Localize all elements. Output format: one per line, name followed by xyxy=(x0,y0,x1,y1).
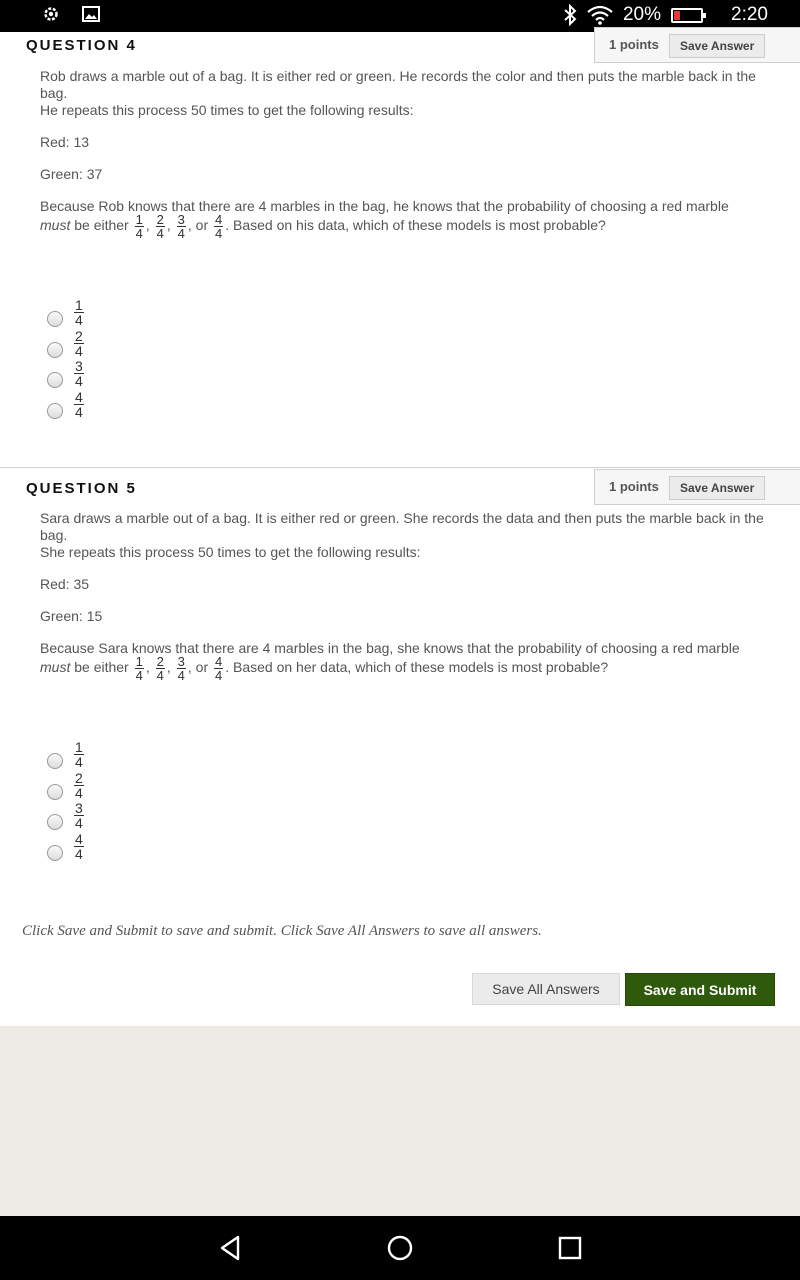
question-5-red-count: Red: 35 xyxy=(40,576,90,592)
radio-button[interactable] xyxy=(47,814,63,830)
recents-icon[interactable] xyxy=(555,1233,585,1263)
option-fraction: $\frac{3}{4}$ xyxy=(75,358,83,389)
question-4-red-count: Red: 13 xyxy=(40,134,90,150)
question-4-option-1[interactable] xyxy=(47,297,83,335)
question-4-text-2: He repeats this process 50 times to get the following results: xyxy=(40,102,414,118)
navigation-bar xyxy=(0,1216,800,1280)
settings-icon xyxy=(42,5,60,23)
question-4-prompt-1: Because Rob knows that there are 4 marbles in the bag, he knows that the probability of choosing a red marble xyxy=(40,198,729,214)
question-4-title: QUESTION 4 xyxy=(26,37,137,54)
radio-button[interactable] xyxy=(47,784,63,800)
fraction: $\frac{4}{4}$ xyxy=(215,654,223,683)
question-5-option-3[interactable] xyxy=(47,800,83,838)
radio-button[interactable] xyxy=(47,342,63,358)
fraction: $\frac{1}{4}$ xyxy=(135,212,143,241)
home-icon[interactable] xyxy=(385,1233,415,1263)
radio-button[interactable] xyxy=(47,403,63,419)
question-4-text-1: Rob draws a marble out of a bag. It is either red or green. He records the color and then puts the marble back in the bag. xyxy=(40,68,756,101)
question-4-option-4[interactable] xyxy=(47,388,83,427)
fraction: $\frac{3}{4}$ xyxy=(177,212,185,241)
save-all-answers-button[interactable]: Save All Answers xyxy=(472,973,620,1005)
submit-instructions: Click Save and Submit to save and submit. Click Save All Answers to save all answers. xyxy=(22,923,542,939)
question-4-option-3[interactable] xyxy=(47,358,83,396)
radio-button[interactable] xyxy=(47,311,63,327)
option-fraction: $\frac{4}{4}$ xyxy=(75,830,83,862)
question-4-points: 1 points xyxy=(609,37,659,52)
fraction: $\frac{2}{4}$ xyxy=(156,654,164,683)
radio-button[interactable] xyxy=(47,372,63,388)
question-5-green-count: Green: 15 xyxy=(40,608,103,624)
battery-percent: 20% xyxy=(622,4,662,25)
fraction: $\frac{2}{4}$ xyxy=(156,212,164,241)
battery-icon xyxy=(671,8,703,23)
question-5-text-1: Sara draws a marble out of a bag. It is either red or green. She records the data and then puts the marble back in the bag. xyxy=(40,510,764,543)
option-fraction: $\frac{1}{4}$ xyxy=(75,739,83,770)
question-5-prompt-2: must be either $\frac{1}{4}$ , $\frac{2}{4}$ , $\frac{3}{4}$ , or $\frac{4}{4}$ . Based on her data, which of these models is most probable? xyxy=(40,654,609,683)
fraction: $\frac{1}{4}$ xyxy=(135,654,143,683)
wifi-icon xyxy=(587,5,613,25)
question-5-option-2[interactable] xyxy=(47,769,83,808)
question-4-prompt-2: must be either $\frac{1}{4}$ , $\frac{2}{4}$ , $\frac{3}{4}$ , or $\frac{4}{4}$ . Based on his data, which of these models is most probable? xyxy=(40,212,606,241)
radio-button[interactable] xyxy=(47,753,63,769)
back-icon[interactable] xyxy=(216,1233,246,1263)
question-5-option-4[interactable] xyxy=(47,830,83,869)
option-fraction: $\frac{2}{4}$ xyxy=(75,327,83,359)
page-footer-area xyxy=(0,1026,800,1216)
question-4-green-count: Green: 37 xyxy=(40,166,103,182)
option-fraction: $\frac{1}{4}$ xyxy=(75,297,83,328)
question-5-prompt-1: Because Sara knows that there are 4 marbles in the bag, she knows that the probability of choosing a red marble xyxy=(40,640,740,656)
question-5-title: QUESTION 5 xyxy=(26,480,137,497)
question-4-option-2[interactable] xyxy=(47,327,83,366)
image-icon xyxy=(82,6,100,22)
fraction: $\frac{4}{4}$ xyxy=(215,212,223,241)
question-4-options xyxy=(47,297,83,426)
question-5-save-answer-button[interactable]: Save Answer xyxy=(669,476,765,500)
save-and-submit-button[interactable]: Save and Submit xyxy=(625,973,775,1006)
question-5-option-1[interactable] xyxy=(47,739,83,777)
question-4-points-box xyxy=(594,27,800,63)
question-5-points: 1 points xyxy=(609,479,659,494)
clock: 2:20 xyxy=(731,4,768,25)
option-fraction: $\frac{2}{4}$ xyxy=(75,769,83,801)
option-fraction: $\frac{3}{4}$ xyxy=(75,800,83,831)
radio-button[interactable] xyxy=(47,845,63,861)
question-4-save-answer-button[interactable]: Save Answer xyxy=(669,34,765,58)
question-5-text-2: She repeats this process 50 times to get the following results: xyxy=(40,544,421,560)
bluetooth-icon xyxy=(563,4,577,26)
must-text: must xyxy=(40,217,71,234)
question-5-points-box xyxy=(594,469,800,505)
must-text: must xyxy=(40,659,71,676)
fraction: $\frac{3}{4}$ xyxy=(177,654,185,683)
question-4-body xyxy=(40,68,765,240)
option-fraction: $\frac{4}{4}$ xyxy=(75,388,83,420)
be-either-text: be either xyxy=(70,659,133,676)
be-either-text: be either xyxy=(70,217,133,234)
question-5-options xyxy=(47,739,83,868)
question-divider xyxy=(0,467,800,468)
question-5-body xyxy=(40,510,765,682)
